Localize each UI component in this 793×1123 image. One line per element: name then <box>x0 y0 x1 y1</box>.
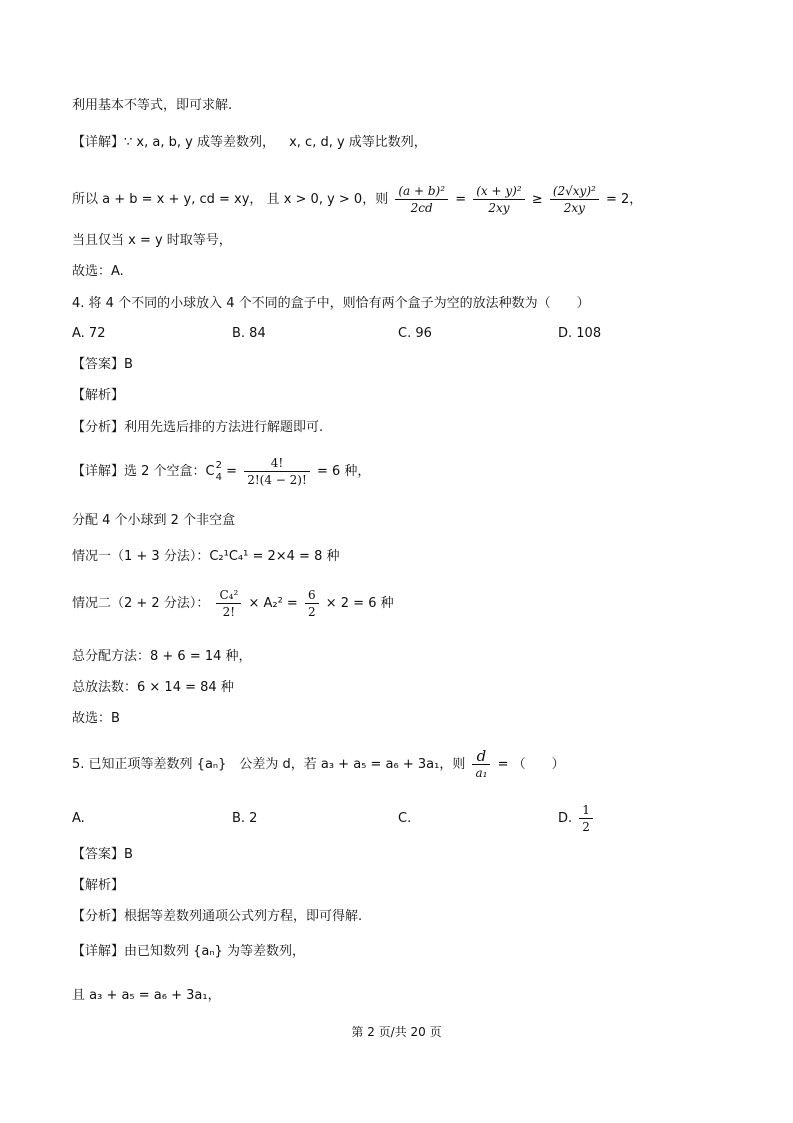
option-a: A. <box>72 811 85 826</box>
option-b: B. 2 <box>232 811 258 826</box>
math-text: × A₂² = <box>248 596 298 611</box>
option-d: D. 108 <box>558 326 602 341</box>
text-line: 故选：A. <box>72 264 124 279</box>
fraction: $\frac{4!}{2!(4 - 2)!}$ <box>244 455 310 489</box>
fraction: $\frac{1}{2}$ <box>579 802 593 836</box>
fraction: $\frac{d}{\text{a₁}}$ <box>472 748 490 782</box>
detail-line: 【详解】由已知数列 {aₙ} 为等差数列， <box>72 944 305 959</box>
answer-tag: 【答案】B <box>72 357 133 372</box>
math-text: = 2， <box>605 192 643 207</box>
fraction: $\frac{\text{(a + b)²}}{2cd}$ <box>395 183 448 217</box>
fraction: $\frac{\text{C₄²}}{2!}$ <box>216 587 241 621</box>
analysis-line: 【分析】利用先选后排的方法进行解题即可. <box>72 420 324 435</box>
equals-sign: = <box>226 464 238 479</box>
solution-line <box>72 133 427 153</box>
option-label: D. <box>558 811 573 826</box>
text-line: 总放法数：6 × 14 = 84 种 <box>72 680 234 695</box>
option-b: B. 84 <box>232 326 266 341</box>
fraction: $\frac{\text{(x + y)²}}{2xy}$ <box>473 183 524 217</box>
case-label: 情况二（2 + 2 分法）： <box>72 596 210 611</box>
math-text: × 2 = 6 种 <box>325 596 394 611</box>
analysis-tag: 【解析】 <box>72 878 125 893</box>
math-text: x, c, d, y 成等比数列， <box>289 135 427 150</box>
case-one: 情况一（1 + 3 分法）：C₂¹C₄¹ = 2×4 = 8 种 <box>72 549 340 564</box>
text-line: 故选：B <box>72 711 120 726</box>
page-footer: 第 2 页/共 20 页 <box>351 1025 442 1039</box>
text-line: 当且仅当 x = y 时取等号， <box>72 233 232 248</box>
math-text: ∵ x, a, b, y 成等差数列， <box>124 135 275 150</box>
text-line: 总分配方法：8 + 6 = 14 种， <box>72 649 252 664</box>
fraction: $\frac{\text{(2√xy)²}}{2xy}$ <box>550 183 599 217</box>
math-text: 且 x > 0, y > 0，则 <box>266 192 389 207</box>
detail-text: 【详解】选 2 个空盒：C <box>72 464 215 479</box>
tag-detail: 【详解】 <box>72 135 125 150</box>
question-text: = （ ） <box>497 757 565 772</box>
option-c: C. <box>398 811 412 826</box>
option-c: C. 96 <box>398 326 432 341</box>
detail-line <box>72 452 370 492</box>
equals-sign: = <box>455 192 467 207</box>
answer-tag: 【答案】B <box>72 847 133 862</box>
question-text: 5. 已知正项等差数列 {aₙ} 公差为 d，若 a₃ + a₅ = a₆ + 3a₁，则 <box>72 757 466 772</box>
ge-sign: ≥ <box>531 192 543 207</box>
text-line: 分配 4 个小球到 2 个非空盒 <box>72 513 236 528</box>
fraction: $\frac{6}{2}$ <box>305 587 319 621</box>
case-two <box>72 584 394 624</box>
question-4: 4. 将 4 个不同的小球放入 4 个不同的盒子中，则恰有两个盒子为空的放法种数为（ ） <box>72 296 590 311</box>
question-5 <box>72 745 565 785</box>
combination-index: 2 4 <box>215 459 222 483</box>
analysis-tag: 【解析】 <box>72 388 125 403</box>
text-line: 且 a₃ + a₅ = a₆ + 3a₁， <box>72 988 221 1003</box>
option-d <box>558 801 596 837</box>
option-a: A. 72 <box>72 326 106 341</box>
math-text: 所以 a + b = x + y, cd = xy， <box>72 192 263 207</box>
math-text: = 6 种， <box>316 464 371 479</box>
analysis-line: 【分析】根据等差数列通项公式列方程，即可得解. <box>72 909 363 924</box>
text-line: 利用基本不等式，即可求解. <box>72 98 233 113</box>
solution-line <box>72 180 642 220</box>
